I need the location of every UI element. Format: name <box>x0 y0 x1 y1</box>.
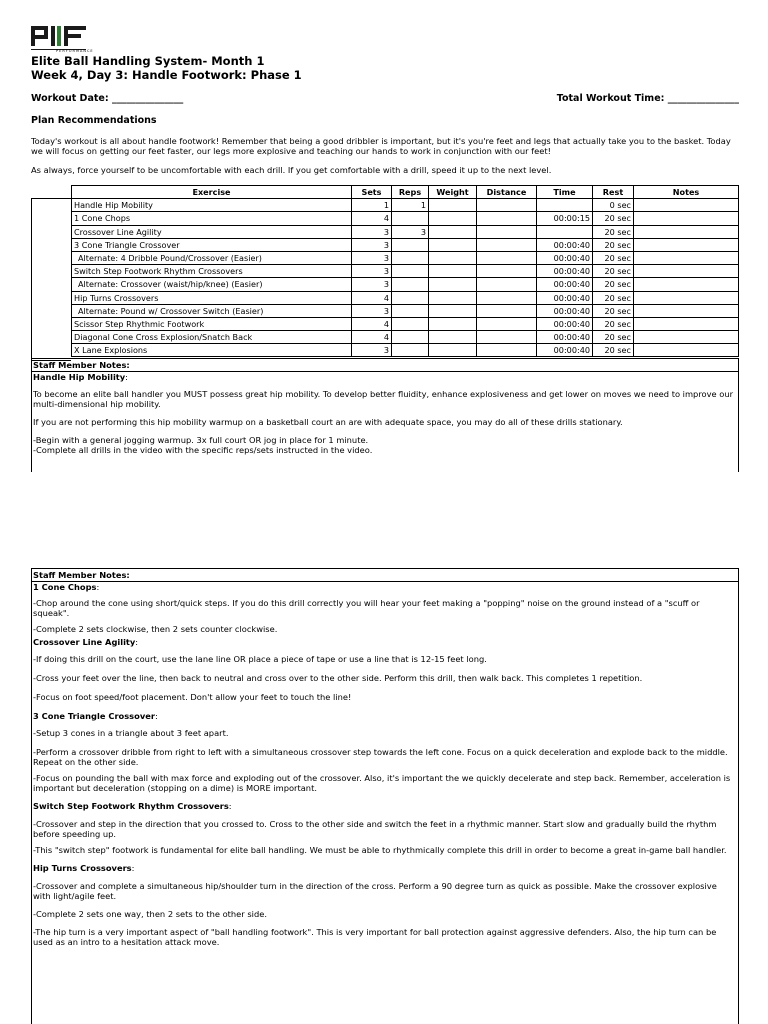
cell-exercise: X Lane Explosions <box>72 344 352 357</box>
notes-paragraph: -Crossover and complete a simultaneous hip/shoulder turn in the direction of the cross. Perform a 90 degree turn as quick as possible. Make the crossover explosive with light/agile feet. <box>33 881 717 901</box>
intro-paragraph-1: Today's workout is all about handle footwork! Remember that being a good dribbler is important, but it's you're feet and legs that actually take you to the basket. Today we will focus on getting our feet faster, our legs more explosive and teaching our hands to work in conjunction with our feet! <box>31 136 731 157</box>
notes-subtitle: Hip Turns Crossovers: <box>33 863 135 873</box>
cell-reps <box>392 344 429 357</box>
exercise-table <box>71 185 739 357</box>
cell-sets: 3 <box>352 238 392 251</box>
cell-exercise: Alternate: Crossover (waist/hip/knee) (Easier) <box>72 278 352 291</box>
cell-sets: 3 <box>352 304 392 317</box>
cell-sets: 4 <box>352 291 392 304</box>
table-row <box>72 212 739 225</box>
cell-sets: 3 <box>352 344 392 357</box>
cell-weight <box>429 291 477 304</box>
program-title: Elite Ball Handling System- Month 1 <box>31 54 265 68</box>
cell-time: 00:00:40 <box>537 265 593 278</box>
cell-sets: 1 <box>352 199 392 212</box>
notes-paragraph: If you are not performing this hip mobility warmup on a basketball court an are with adequate space, you may do all of these drills stationary. <box>33 417 623 427</box>
cell-notes <box>634 278 739 291</box>
col-header-reps: Reps <box>392 186 429 199</box>
cell-notes <box>634 225 739 238</box>
cell-rest: 0 sec <box>593 199 634 212</box>
cell-time: 00:00:40 <box>537 278 593 291</box>
table-row <box>72 304 739 317</box>
cell-weight <box>429 225 477 238</box>
table-row <box>72 238 739 251</box>
cell-reps <box>392 291 429 304</box>
cell-reps <box>392 331 429 344</box>
cell-rest: 20 sec <box>593 291 634 304</box>
cell-exercise: Handle Hip Mobility <box>72 199 352 212</box>
cell-reps <box>392 317 429 330</box>
cell-sets: 3 <box>352 225 392 238</box>
cell-sets: 3 <box>352 278 392 291</box>
cell-weight <box>429 251 477 264</box>
cell-rest: 20 sec <box>593 304 634 317</box>
notes-paragraph: -Complete all drills in the video with the specific reps/sets instructed in the video. <box>33 445 373 455</box>
cell-reps <box>392 251 429 264</box>
staff-notes-box-1 <box>31 358 739 472</box>
cell-sets: 4 <box>352 317 392 330</box>
cell-rest: 20 sec <box>593 278 634 291</box>
total-workout-time-field: Total Workout Time: _______________ <box>556 93 739 104</box>
col-header-distance: Distance <box>477 186 537 199</box>
cell-rest: 20 sec <box>593 251 634 264</box>
notes-subtitle: 3 Cone Triangle Crossover: <box>33 711 158 721</box>
cell-distance <box>477 212 537 225</box>
cell-exercise: 3 Cone Triangle Crossover <box>72 238 352 251</box>
notes-subtitle: Switch Step Footwork Rhythm Crossovers: <box>33 801 232 811</box>
col-header-time: Time <box>537 186 593 199</box>
cell-notes <box>634 317 739 330</box>
cell-sets: 3 <box>352 251 392 264</box>
cell-rest: 20 sec <box>593 225 634 238</box>
workout-date-field: Workout Date: _______________ <box>31 93 184 104</box>
staff-notes-box-2 <box>31 568 739 1024</box>
cell-distance <box>477 331 537 344</box>
cell-distance <box>477 225 537 238</box>
notes-paragraph: -Focus on pounding the ball with max force and exploding out of the crossover. Also, it's important the we quickly decelerate and step back. Remember, acceleration is important but deceleration (stopping on a dime) is MORE important. <box>33 773 731 793</box>
cell-exercise: Scissor Step Rhythmic Footwork <box>72 317 352 330</box>
cell-time: 00:00:40 <box>537 251 593 264</box>
cell-notes <box>634 251 739 264</box>
table-row <box>72 278 739 291</box>
cell-notes <box>634 199 739 212</box>
col-header-sets: Sets <box>352 186 392 199</box>
notes-paragraph: -Focus on foot speed/foot placement. Don't allow your feet to touch the line! <box>33 692 352 702</box>
notes-paragraph: -Cross your feet over the line, then back to neutral and cross over to the other side. Perform this drill, then walk back. This completes 1 repetition. <box>33 673 643 683</box>
col-header-weight: Weight <box>429 186 477 199</box>
cell-exercise: Alternate: 4 Dribble Pound/Crossover (Easier) <box>72 251 352 264</box>
table-left-gutter <box>31 198 71 361</box>
cell-distance <box>477 317 537 330</box>
col-header-exercise: Exercise <box>72 186 352 199</box>
cell-weight <box>429 304 477 317</box>
table-header-row <box>72 186 739 199</box>
cell-time: 00:00:40 <box>537 291 593 304</box>
cell-sets: 4 <box>352 331 392 344</box>
notes-paragraph: -Complete 2 sets one way, then 2 sets to the other side. <box>33 909 267 919</box>
cell-time: 00:00:40 <box>537 344 593 357</box>
cell-reps: 1 <box>392 199 429 212</box>
cell-time <box>537 199 593 212</box>
notes-paragraph: -Begin with a general jogging warmup. 3x full court OR jog in place for 1 minute. <box>33 435 369 445</box>
cell-time <box>537 225 593 238</box>
cell-exercise: Hip Turns Crossovers <box>72 291 352 304</box>
cell-reps <box>392 212 429 225</box>
cell-notes <box>634 265 739 278</box>
cell-distance <box>477 251 537 264</box>
staff-notes-heading: Staff Member Notes: <box>32 569 738 582</box>
intro-paragraph-2: As always, force yourself to be uncomfortable with each drill. If you get comfortable with a drill, speed it up to the next level. <box>31 165 552 175</box>
table-row <box>72 317 739 330</box>
notes-paragraph: -Perform a crossover dribble from right to left with a simultaneous crossover step towards the left cone. Focus on a quick deceleration and explode back to the middle. Repeat on the other side. <box>33 747 728 767</box>
notes-paragraph: -Crossover and step in the direction that you crossed to. Cross to the other side and switch the feet in a rhythmic manner. Start slow and gradually build the rhythm before speeding up. <box>33 819 717 839</box>
cell-weight <box>429 212 477 225</box>
cell-weight <box>429 238 477 251</box>
cell-exercise: Crossover Line Agility <box>72 225 352 238</box>
cell-notes <box>634 344 739 357</box>
workout-title: Week 4, Day 3: Handle Footwork: Phase 1 <box>31 68 302 82</box>
notes-paragraph: To become an elite ball handler you MUST possess great hip mobility. To develop better fluidity, enhance explosiveness and get lower on moves we need to improve our multi-dimensional hip mobility. <box>33 389 734 409</box>
staff-notes-heading: Staff Member Notes: <box>32 359 738 372</box>
cell-reps <box>392 278 429 291</box>
notes-paragraph: -The hip turn is a very important aspect of "ball handling footwork". This is very important for ball protection against aggressive defenders. Also, the hip turn can be used as an intro to a hesitation attack move. <box>33 927 717 947</box>
cell-weight <box>429 331 477 344</box>
cell-reps <box>392 304 429 317</box>
cell-time: 00:00:40 <box>537 331 593 344</box>
table-row <box>72 265 739 278</box>
cell-distance <box>477 291 537 304</box>
logo-tagline: PERFORMANCE <box>56 49 94 53</box>
cell-time: 00:00:40 <box>537 238 593 251</box>
notes-subtitle: Handle Hip Mobility: <box>33 372 128 382</box>
cell-distance <box>477 265 537 278</box>
cell-exercise: 1 Cone Chops <box>72 212 352 225</box>
cell-reps: 3 <box>392 225 429 238</box>
col-header-rest: Rest <box>593 186 634 199</box>
cell-weight <box>429 199 477 212</box>
cell-distance <box>477 199 537 212</box>
cell-time: 00:00:40 <box>537 317 593 330</box>
cell-notes <box>634 238 739 251</box>
cell-exercise: Alternate: Pound w/ Crossover Switch (Easier) <box>72 304 352 317</box>
notes-paragraph: -If doing this drill on the court, use the lane line OR place a piece of tape or use a line that is 12-15 feet long. <box>33 654 487 664</box>
cell-weight <box>429 317 477 330</box>
table-row <box>72 291 739 304</box>
cell-weight <box>429 344 477 357</box>
cell-reps <box>392 265 429 278</box>
cell-notes <box>634 331 739 344</box>
notes-subtitle: Crossover Line Agility: <box>33 637 139 647</box>
table-row <box>72 344 739 357</box>
table-row <box>72 225 739 238</box>
cell-notes <box>634 291 739 304</box>
cell-distance <box>477 304 537 317</box>
cell-rest: 20 sec <box>593 317 634 330</box>
cell-rest: 20 sec <box>593 238 634 251</box>
cell-distance <box>477 344 537 357</box>
cell-sets: 4 <box>352 212 392 225</box>
table-row <box>72 331 739 344</box>
notes-subtitle: 1 Cone Chops: <box>33 582 100 592</box>
cell-time: 00:00:40 <box>537 304 593 317</box>
cell-time: 00:00:15 <box>537 212 593 225</box>
cell-distance <box>477 278 537 291</box>
table-row <box>72 199 739 212</box>
notes-paragraph: -Setup 3 cones in a triangle about 3 feet apart. <box>33 728 229 738</box>
table-row <box>72 251 739 264</box>
cell-exercise: Switch Step Footwork Rhythm Crossovers <box>72 265 352 278</box>
cell-weight <box>429 278 477 291</box>
cell-reps <box>392 238 429 251</box>
notes-paragraph: -This "switch step" footwork is fundamental for elite ball handling. We must be able to rhythmically complete this drill in order to become a great in-game ball handler. <box>33 845 727 855</box>
notes-paragraph: -Chop around the cone using short/quick steps. If you do this drill correctly you will hear your feet making a "popping" noise on the ground instead of a "scuff or squeak". <box>33 598 700 618</box>
cell-rest: 20 sec <box>593 344 634 357</box>
plan-heading: Plan Recommendations <box>31 115 157 126</box>
cell-distance <box>477 238 537 251</box>
cell-rest: 20 sec <box>593 212 634 225</box>
cell-weight <box>429 265 477 278</box>
cell-notes <box>634 304 739 317</box>
cell-notes <box>634 212 739 225</box>
col-header-notes: Notes <box>634 186 739 199</box>
cell-rest: 20 sec <box>593 265 634 278</box>
cell-exercise: Diagonal Cone Cross Explosion/Snatch Back <box>72 331 352 344</box>
cell-rest: 20 sec <box>593 331 634 344</box>
notes-paragraph: -Complete 2 sets clockwise, then 2 sets counter clockwise. <box>33 624 278 634</box>
cell-sets: 3 <box>352 265 392 278</box>
